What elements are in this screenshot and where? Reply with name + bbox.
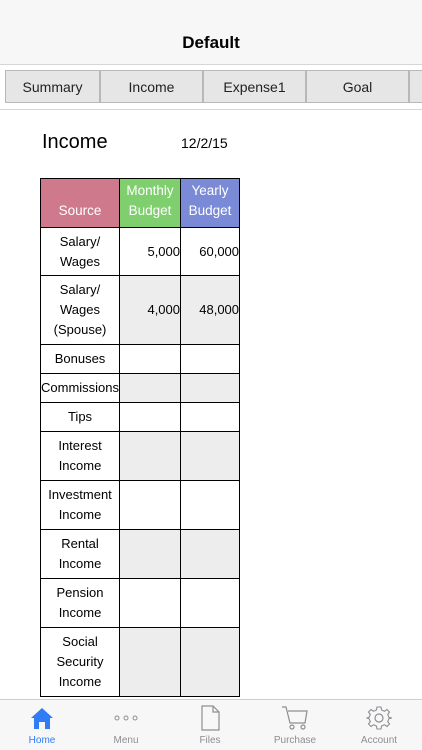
document-icon xyxy=(200,704,220,732)
source-line: Social xyxy=(62,634,98,649)
tab-home[interactable] xyxy=(0,700,84,750)
yearly-budget-cell[interactable] xyxy=(181,374,240,403)
monthly-budget-cell[interactable] xyxy=(120,628,181,697)
tab-label: Files xyxy=(199,735,221,746)
more-dots-icon xyxy=(113,704,139,732)
monthly-budget-cell[interactable] xyxy=(120,374,181,403)
source-line: Income xyxy=(58,556,102,571)
source-cell xyxy=(41,530,120,579)
monthly-budget-cell[interactable] xyxy=(120,276,181,345)
tab-summary[interactable] xyxy=(5,70,100,103)
source-line: Investment xyxy=(48,487,112,502)
tab-menu[interactable] xyxy=(84,700,168,750)
source-line: Pension xyxy=(56,585,104,600)
source-line: Wages xyxy=(60,302,100,317)
table-row xyxy=(41,345,240,374)
header-monthly-line1: Monthly xyxy=(126,183,174,198)
sheet-date: 12/2/15 xyxy=(181,135,228,151)
header-monthly-line2: Budget xyxy=(128,203,172,218)
table-row xyxy=(41,403,240,432)
cell-value: 48,000 xyxy=(199,302,240,317)
bottom-tab-bar xyxy=(0,699,422,750)
gear-icon xyxy=(366,704,392,732)
tab-label: Menu xyxy=(113,735,139,746)
table-row xyxy=(41,628,240,697)
tab-goal[interactable] xyxy=(306,70,409,103)
home-icon xyxy=(29,704,55,732)
yearly-budget-cell[interactable] xyxy=(181,432,240,481)
tab-label: Goal xyxy=(342,78,373,95)
tab-label: Purchase xyxy=(273,735,317,746)
column-header-source xyxy=(41,179,120,228)
yearly-budget-cell[interactable] xyxy=(181,228,240,276)
column-header-monthly xyxy=(120,179,181,228)
source-cell xyxy=(41,345,120,374)
cart-icon xyxy=(281,704,309,732)
source-cell xyxy=(41,403,120,432)
source-line: Interest xyxy=(58,438,102,453)
table-row xyxy=(41,481,240,530)
yearly-budget-cell[interactable] xyxy=(181,345,240,374)
header-yearly-line1: Yearly xyxy=(191,183,229,198)
column-header-yearly xyxy=(181,179,240,228)
yearly-budget-cell[interactable] xyxy=(181,579,240,628)
tab-files[interactable] xyxy=(168,700,252,750)
source-cell xyxy=(41,628,120,697)
source-cell xyxy=(41,432,120,481)
tab-label: Home xyxy=(28,735,56,746)
table-row xyxy=(41,374,240,403)
table-row xyxy=(41,432,240,481)
monthly-budget-cell[interactable] xyxy=(120,579,181,628)
income-table xyxy=(40,178,240,697)
table-row xyxy=(41,228,240,276)
sheet-title: Income xyxy=(42,131,108,153)
source-line: Wages xyxy=(60,253,100,269)
source-line: Income xyxy=(58,507,102,522)
tab-label: Expense1 xyxy=(223,78,286,95)
yearly-budget-cell[interactable] xyxy=(181,481,240,530)
table-row xyxy=(41,530,240,579)
source-line: Income xyxy=(58,605,102,620)
monthly-budget-cell[interactable] xyxy=(120,481,181,530)
header-yearly-line2: Budget xyxy=(188,203,232,218)
tab-income[interactable] xyxy=(100,70,203,103)
monthly-budget-cell[interactable] xyxy=(120,228,181,276)
sheet-tab-bar xyxy=(0,65,422,110)
monthly-budget-cell[interactable] xyxy=(120,432,181,481)
cell-value: 4,000 xyxy=(147,302,181,317)
source-line: Security xyxy=(56,654,104,669)
cell-value: 5,000 xyxy=(147,243,181,259)
monthly-budget-cell[interactable] xyxy=(120,403,181,432)
source-cell xyxy=(41,579,120,628)
yearly-budget-cell[interactable] xyxy=(181,276,240,345)
monthly-budget-cell[interactable] xyxy=(120,345,181,374)
table-row xyxy=(41,276,240,345)
header-source-label: Source xyxy=(58,203,102,218)
source-cell xyxy=(41,374,120,403)
source-cell xyxy=(41,228,120,276)
source-line: (Spouse) xyxy=(53,322,107,337)
source-line: Income xyxy=(58,674,102,689)
yearly-budget-cell[interactable] xyxy=(181,530,240,579)
cell-value: 60,000 xyxy=(199,243,240,259)
source-cell xyxy=(41,481,120,530)
table-row xyxy=(41,579,240,628)
tab-label: Income xyxy=(128,78,175,95)
source-line: Income xyxy=(58,458,102,473)
navigation-bar xyxy=(0,0,422,65)
yearly-budget-cell[interactable] xyxy=(181,628,240,697)
source-line: Commissions xyxy=(41,380,120,395)
source-line: Rental xyxy=(61,536,99,551)
tab-purchase[interactable] xyxy=(253,700,337,750)
tab-account[interactable] xyxy=(337,700,421,750)
monthly-budget-cell[interactable] xyxy=(120,530,181,579)
source-cell xyxy=(41,276,120,345)
yearly-budget-cell[interactable] xyxy=(181,403,240,432)
source-line: Salary/ xyxy=(59,233,101,249)
tab-label: Account xyxy=(360,735,398,746)
tab-label: Summary xyxy=(22,78,83,95)
tab-overflow[interactable] xyxy=(409,70,422,103)
source-line: Bonuses xyxy=(54,351,106,366)
source-line: Tips xyxy=(67,409,93,424)
page-title: Default xyxy=(182,33,240,52)
tab-expense1[interactable] xyxy=(203,70,306,103)
source-line: Salary/ xyxy=(59,282,101,297)
